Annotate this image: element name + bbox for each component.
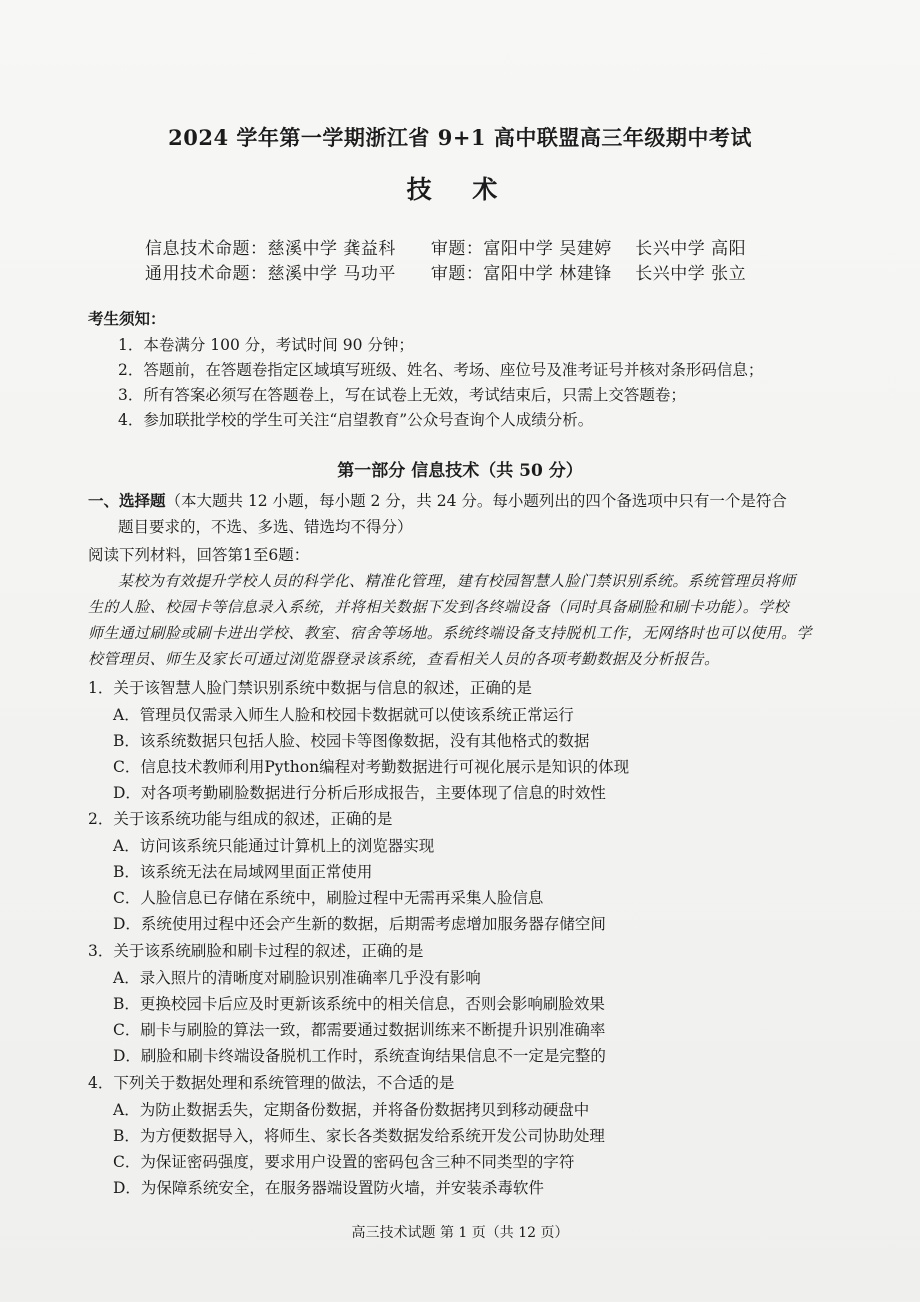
question-option: C．为保证密码强度，要求用户设置的密码包含三种不同类型的字符 <box>113 1153 575 1171</box>
question-option: A．管理员仅需录入师生人脸和校园卡数据就可以使该系统正常运行 <box>113 706 574 724</box>
question-option: B．该系统无法在局域网里面正常使用 <box>113 863 373 881</box>
question-option: D．系统使用过程中还会产生新的数据，后期需考虑增加服务器存储空间 <box>113 915 606 933</box>
question-stem: 3．关于该系统刷脸和刷卡过程的叙述，正确的是 <box>88 942 424 960</box>
exam-title: 2024 学年第一学期浙江省 9+1 高中联盟高三年级期中考试 <box>168 125 752 150</box>
section-header <box>88 489 787 511</box>
question-option: D．为保障系统安全，在服务器端设置防火墙，并安装杀毒软件 <box>113 1179 544 1197</box>
question-option: D．对各项考勤刷脸数据进行分析后形成报告，主要体现了信息的时效性 <box>113 784 606 802</box>
question-option: C．人脸信息已存储在系统中，刷脸过程中无需再采集人脸信息 <box>113 889 544 907</box>
author-row-2: 通用技术命题：慈溪中学 马功平 审题：富阳中学 林建锋 长兴中学 张立 <box>145 264 747 284</box>
author-row-1: 信息技术命题：慈溪中学 龚益科 审题：富阳中学 吴建婷 长兴中学 高阳 <box>145 239 747 259</box>
page-footer: 高三技术试题 第 1 页（共 12 页） <box>351 1225 569 1241</box>
question-option: B．为方便数据导入，将师生、家长各类数据发给系统开发公司协助处理 <box>113 1127 605 1145</box>
material-line: 校管理员、师生及家长可通过浏览器登录该系统，查看相关人员的各项考勤数据及分析报告。 <box>88 650 720 668</box>
material-line: 生的人脸、校园卡等信息录入系统，并将相关数据下发到各终端设备（同时具备刷脸和刷卡功能）。学校 <box>88 598 789 616</box>
notice-item: 3．所有答案必须写在答题卷上，写在试卷上无效，考试结束后，只需上交答题卷； <box>118 386 686 404</box>
question-option: A．录入照片的清晰度对刷脸识别准确率几乎没有影响 <box>113 969 481 987</box>
material-line: 师生通过刷脸或刷卡进出学校、教室、宿舍等场地。系统终端设备支持脱机工作，无网络时也可以使用。学 <box>88 624 812 642</box>
question-stem: 2．关于该系统功能与组成的叙述，正确的是 <box>88 810 393 828</box>
subject-title: 技 术 <box>406 175 514 204</box>
question-option: C．刷卡与刷脸的算法一致，都需要通过数据训练来不断提升识别准确率 <box>113 1021 606 1039</box>
question-stem: 4．下列关于数据处理和系统管理的做法，不合适的是 <box>88 1074 455 1092</box>
material-line: 某校为有效提升学校人员的科学化、精准化管理，建有校园智慧人脸门禁识别系统。系统管理员将师 <box>118 572 796 590</box>
notice-item: 2．答题前，在答题卷指定区域填写班级、姓名、考场、座位号及准考证号并核对条形码信息； <box>118 361 764 379</box>
question-stem: 1．关于该智慧人脸门禁识别系统中数据与信息的叙述，正确的是 <box>88 679 532 697</box>
question-option: D．刷脸和刷卡终端设备脱机工作时，系统查询结果信息不一定是完整的 <box>113 1047 606 1065</box>
question-option: B．更换校园卡后应及时更新该系统中的相关信息，否则会影响刷脸效果 <box>113 995 605 1013</box>
question-option: C．信息技术教师利用Python编程对考勤数据进行可视化展示是知识的体现 <box>113 758 630 776</box>
notice-item: 4．参加联批学校的学生可关注“启望教育”公众号查询个人成绩分析。 <box>118 411 594 429</box>
question-option: B．该系统数据只包括人脸、校园卡等图像数据，没有其他格式的数据 <box>113 732 590 750</box>
section-desc: （本大题共 12 小题，每小题 2 分，共 24 分。每小题列出的四个备选项中只有一个是符合 <box>165 492 787 510</box>
notice-heading: 考生须知： <box>88 309 166 328</box>
notice-item: 1．本卷满分 100 分，考试时间 90 分钟； <box>118 336 414 354</box>
section-desc-cont: 题目要求的，不选、多选、错选均不得分） <box>118 518 413 536</box>
question-option: A．访问该系统只能通过计算机上的浏览器实现 <box>113 837 435 855</box>
question-option: A．为防止数据丢失，定期备份数据，并将备份数据拷贝到移动硬盘中 <box>113 1101 590 1119</box>
part-title: 第一部分 信息技术（共 50 分） <box>337 461 583 481</box>
read-prompt: 阅读下列材料，回答第1至6题： <box>88 546 310 564</box>
section-label: 一、选择题 <box>88 491 166 510</box>
